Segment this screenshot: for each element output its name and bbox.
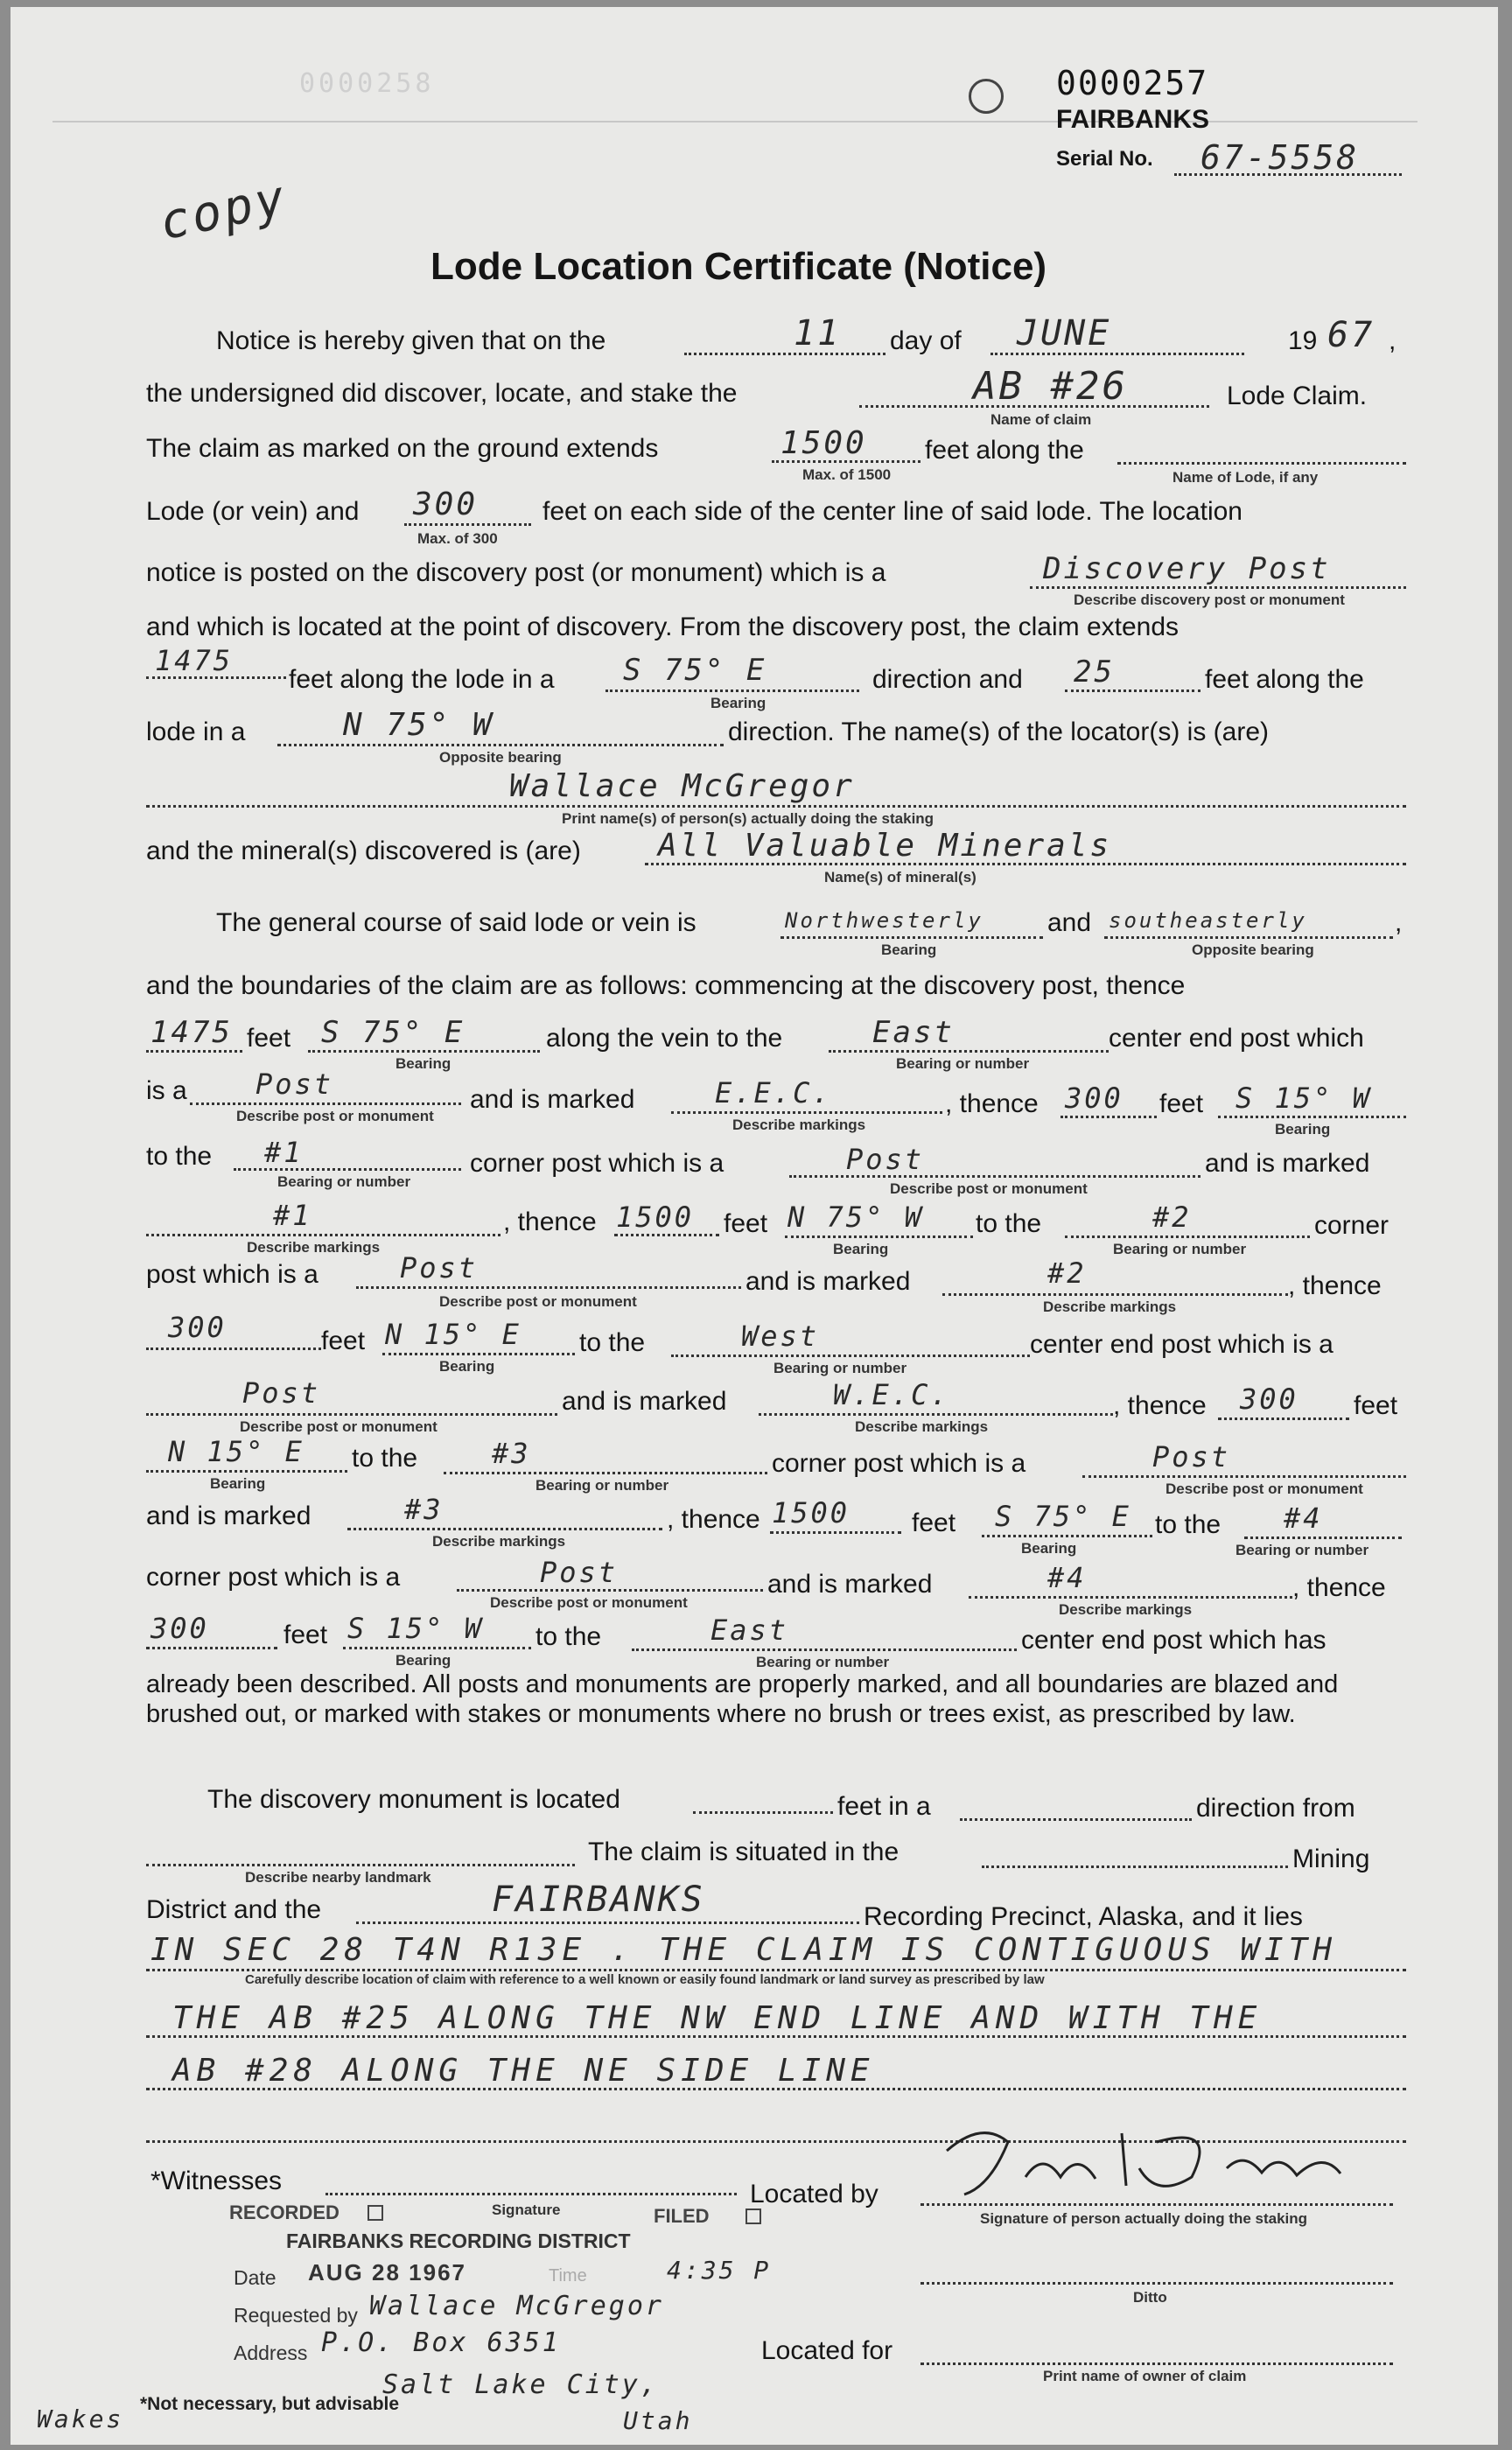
located-by-label: Located by — [750, 2180, 878, 2208]
blank-field-line — [146, 1969, 1406, 1971]
bounds-text: feet — [912, 1508, 956, 1537]
extent-2: 25 — [1074, 654, 1115, 690]
caption: Print name(s) of person(s) actually doing the staking — [562, 810, 934, 827]
blank-field-line — [982, 1866, 1288, 1868]
course-bearing: S 75° E — [321, 1015, 466, 1050]
caption: Name of claim — [990, 411, 1092, 428]
ghost-stamp: 0000258 — [299, 68, 435, 99]
blank-field-line — [780, 936, 1043, 939]
margin-note: Wakes — [37, 2404, 124, 2433]
course-bearing: N 15° E — [385, 1318, 522, 1351]
caption: Print name of owner of claim — [1043, 2368, 1247, 2384]
course-distance: 300 — [168, 1311, 227, 1344]
course-text: The general course of said lode or vein is — [216, 908, 696, 937]
recording-district: FAIRBANKS RECORDING DISTRICT — [286, 2230, 631, 2252]
time-label: Time — [549, 2266, 587, 2286]
caption: Bearing or number — [756, 1654, 890, 1670]
blank-field-line — [1060, 1116, 1157, 1118]
blank-field-line — [920, 2203, 1393, 2206]
post-type: Post — [1152, 1440, 1231, 1474]
blank-field-line — [1174, 173, 1402, 176]
blank-field-line — [146, 1348, 321, 1350]
bounds-text: and is marked — [562, 1387, 727, 1416]
end-post-west: West — [741, 1320, 820, 1353]
caption: Bearing or number — [1113, 1241, 1247, 1257]
certificate-page — [10, 7, 1498, 2445]
notice-text: The claim as marked on the ground extends — [146, 434, 659, 463]
bounds-text: feet — [321, 1326, 366, 1355]
notice-text: feet along the lode in a — [289, 665, 555, 694]
notice-text: feet along the — [1205, 665, 1364, 694]
address-line-2: Salt Lake City, — [382, 2370, 659, 2400]
requested-by: Wallace McGregor — [369, 2291, 664, 2321]
blank-field-line — [382, 1353, 575, 1355]
blank-field-line — [457, 1589, 763, 1592]
recorded-checkbox — [368, 2205, 383, 2221]
blank-field-line — [614, 1234, 719, 1236]
blank-field-line — [347, 1528, 662, 1530]
post-marking: #1 — [273, 1199, 312, 1232]
caption: Max. of 300 — [417, 530, 498, 547]
bounds-text: center end post which — [1109, 1024, 1364, 1053]
blank-field-line — [606, 690, 859, 692]
blank-field-line — [146, 1413, 557, 1416]
blank-field-line — [969, 1596, 1292, 1599]
blank-field-line — [1030, 586, 1406, 589]
caption: Describe post or monument — [490, 1594, 688, 1611]
course-text: , — [1395, 908, 1403, 937]
corner-number: #4 — [1284, 1502, 1323, 1535]
blank-field-line — [1117, 462, 1406, 465]
caption: Describe markings — [247, 1239, 381, 1256]
caption: Bearing or number — [536, 1477, 669, 1494]
locator-name: Wallace McGregor — [509, 768, 855, 804]
claim-location-line-3: AB #28 ALONG THE NE SIDE LINE — [172, 2053, 875, 2089]
caption: Describe markings — [1043, 1298, 1177, 1315]
bounds-text: corner post which is a — [772, 1449, 1026, 1478]
address-line-1: P.O. Box 6351 — [321, 2328, 561, 2358]
requested-by-label: Requested by — [234, 2304, 358, 2327]
caption: Carefully describe location of claim with reference to a well known or easily found landmark or land survey as prescribed by law — [245, 1972, 1045, 1987]
course-bearing: S 15° W — [347, 1612, 484, 1645]
blank-field-line — [146, 805, 1406, 808]
blank-field-line — [1065, 1236, 1310, 1238]
bounds-text: feet — [1354, 1391, 1398, 1420]
address-label: Address — [234, 2342, 308, 2364]
page-title: Lode Location Certificate (Notice) — [430, 245, 1047, 288]
bounds-text: is a — [146, 1076, 187, 1105]
caption: Describe markings — [1059, 1601, 1193, 1618]
notice-text: Notice is hereby given that on the — [216, 326, 606, 355]
notice-text: Lode Claim. — [1227, 382, 1368, 410]
blank-field-line — [942, 1293, 1288, 1296]
blank-field-line — [1065, 690, 1200, 692]
course-distance: 1475 — [150, 1015, 233, 1050]
post-type: Post — [540, 1556, 619, 1589]
post-type: Post — [256, 1068, 334, 1101]
blank-field-line — [632, 1648, 1017, 1651]
post-type: Post — [242, 1376, 321, 1410]
blank-field-line — [785, 1236, 973, 1238]
location-text: District and the — [146, 1895, 322, 1924]
recording-precinct: FAIRBANKS — [492, 1880, 705, 1920]
bounds-text: , thence — [945, 1089, 1039, 1118]
corner-number: #3 — [492, 1437, 531, 1470]
caption: Name(s) of mineral(s) — [824, 869, 976, 886]
notice-text: 19 — [1288, 326, 1318, 355]
blank-field-line — [1218, 1418, 1349, 1420]
caption: Bearing — [710, 695, 766, 711]
month-field: JUNE — [1017, 313, 1112, 354]
locator-signature — [929, 2116, 1384, 2203]
blank-field-line — [146, 1234, 500, 1236]
course-distance: 300 — [1240, 1382, 1298, 1416]
width-field: 300 — [413, 486, 479, 522]
caption: Bearing — [396, 1055, 452, 1072]
blank-field-line — [759, 1413, 1113, 1416]
course-text: and the boundaries of the claim are as follows: commencing at the discovery post, thence — [146, 971, 1186, 1000]
course-text: and — [1047, 908, 1092, 937]
course-bearing: N 15° E — [168, 1435, 304, 1468]
blank-field-line — [1218, 1116, 1406, 1118]
caption: Ditto — [1133, 2289, 1167, 2306]
notice-text: feet along the — [925, 436, 1084, 465]
caption: Opposite bearing — [439, 749, 562, 766]
district-stamp: FAIRBANKS — [1056, 105, 1210, 134]
caption: Describe markings — [855, 1418, 989, 1435]
caption: Describe post or monument — [240, 1418, 438, 1435]
bounds-text: feet — [724, 1209, 768, 1238]
blank-field-line — [960, 1818, 1192, 1821]
caption: Bearing — [396, 1652, 452, 1669]
bounds-text: center end post which is a — [1030, 1330, 1334, 1359]
copy-note: copy — [154, 169, 293, 252]
length-field: 1500 — [780, 425, 867, 461]
caption: Describe markings — [732, 1116, 866, 1133]
blank-field-line — [356, 1922, 859, 1924]
claim-name: AB #26 — [973, 364, 1128, 409]
caption: Bearing — [1021, 1540, 1077, 1557]
caption: Describe post or monument — [1166, 1480, 1363, 1497]
post-marking: W.E.C. — [833, 1378, 950, 1411]
location-text: direction from — [1196, 1794, 1355, 1823]
blank-field-line — [277, 744, 724, 746]
bounds-text: and is marked — [1205, 1149, 1370, 1178]
bounds-text: , thence — [667, 1505, 760, 1534]
notice-text: and which is located at the point of discovery. From the discovery post, the claim extends — [146, 612, 1180, 641]
extent-1: 1475 — [155, 644, 234, 677]
address-line-3: Utah — [623, 2406, 693, 2435]
course-direction-1: Northwesterly — [785, 908, 984, 933]
caption: Describe nearby landmark — [245, 1869, 431, 1886]
minerals-field: All Valuable Minerals — [658, 828, 1112, 864]
date-label: Date — [234, 2266, 276, 2289]
location-text: The discovery monument is located — [207, 1785, 620, 1814]
bounds-text: to the — [579, 1328, 646, 1357]
bounds-text: feet — [1159, 1089, 1204, 1118]
blank-field-line — [684, 353, 886, 355]
corner-number: #2 — [1152, 1200, 1192, 1234]
course-distance: 1500 — [616, 1200, 695, 1234]
filed-checkbox — [746, 2208, 761, 2224]
caption: Bearing or number — [277, 1173, 411, 1190]
serial-stamp: 0000257 — [1056, 64, 1209, 102]
blank-field-line — [1082, 1475, 1406, 1478]
divider — [52, 121, 1418, 130]
caption: Bearing — [833, 1241, 889, 1257]
bounds-text: , thence — [1113, 1391, 1207, 1420]
post-type: Post — [400, 1251, 479, 1284]
blank-field-line — [146, 1864, 575, 1866]
notice-text: the undersigned did discover, locate, and stake the — [146, 379, 738, 408]
blank-field-line — [920, 2282, 1393, 2285]
bounds-text: to the — [1155, 1510, 1222, 1539]
bounds-text: , thence — [1288, 1271, 1382, 1300]
claim-location-line-2: THE AB #25 ALONG THE NW END LINE AND WITH THE — [172, 2000, 1263, 2036]
blank-field-line — [982, 1535, 1152, 1537]
course-bearing: N 75° W — [788, 1200, 924, 1234]
caption: Describe markings — [432, 1533, 566, 1550]
notice-text: day of — [890, 326, 962, 355]
bounds-text: , thence — [1292, 1573, 1386, 1602]
caption: Bearing — [210, 1475, 266, 1492]
blank-field-line — [693, 1811, 833, 1814]
post-marking: E.E.C. — [715, 1076, 832, 1110]
bounds-text: to the — [536, 1622, 602, 1651]
bounds-text: feet — [284, 1620, 328, 1649]
serial-number: 67-5558 — [1200, 138, 1360, 177]
post-marking: #2 — [1047, 1256, 1087, 1290]
caption: Bearing or number — [1236, 1542, 1369, 1558]
bounds-text: along the vein to the — [546, 1024, 783, 1053]
blank-field-line — [326, 2193, 737, 2195]
blank-field-line — [343, 1647, 531, 1649]
notice-text: notice is posted on the discovery post (or monument) which is a — [146, 558, 886, 587]
blank-field-line — [671, 1354, 1030, 1357]
bounds-text: corner — [1314, 1211, 1390, 1240]
bounds-text: and is marked — [746, 1267, 911, 1296]
notice-text: direction and — [872, 665, 1023, 694]
course-distance: 300 — [1065, 1082, 1124, 1115]
blank-field-line — [146, 1647, 277, 1649]
blank-field-line — [1244, 1536, 1402, 1539]
course-distance: 300 — [150, 1612, 209, 1645]
bounds-text: and is marked — [146, 1502, 312, 1530]
bounds-text: post which is a — [146, 1260, 318, 1289]
blank-field-line — [146, 1470, 347, 1473]
notice-text: feet on each side of the center line of said lode. The location — [542, 497, 1242, 526]
post-marking: #4 — [1047, 1561, 1087, 1594]
bounds-text: feet — [247, 1024, 291, 1053]
discovery-post: Discovery Post — [1043, 551, 1331, 586]
notice-text: Lode (or vein) and — [146, 497, 360, 526]
punch-hole — [969, 79, 1004, 114]
caption: Bearing or number — [774, 1360, 907, 1376]
bounds-text: center end post which has — [1021, 1626, 1326, 1655]
end-post-east: East — [710, 1614, 789, 1647]
caption: Describe discovery post or monument — [1074, 592, 1345, 608]
bearing-1: S 75° E — [623, 653, 767, 688]
blank-field-line — [829, 1050, 1109, 1053]
caption: Describe post or monument — [439, 1293, 637, 1310]
notice-text: and the mineral(s) discovered is (are) — [146, 836, 581, 865]
location-text: Mining — [1292, 1844, 1370, 1873]
blank-field-line — [308, 1050, 540, 1053]
blank-field-line — [1104, 936, 1393, 939]
course-bearing: S 75° E — [995, 1500, 1131, 1533]
caption: Max. of 1500 — [802, 466, 892, 483]
post-marking: #3 — [404, 1493, 444, 1526]
location-text: Recording Precinct, Alaska, and it lies — [864, 1902, 1303, 1931]
course-direction-2: southeasterly — [1109, 908, 1307, 933]
year-field: 67 — [1327, 315, 1376, 355]
caption: Describe post or monument — [236, 1108, 434, 1124]
caption: Name of Lode, if any — [1172, 469, 1319, 486]
caption: Signature — [492, 2202, 561, 2218]
location-text: feet in a — [837, 1792, 931, 1821]
course-distance: 1500 — [772, 1496, 850, 1530]
bounds-text: and is marked — [767, 1570, 933, 1599]
bounds-text: to the — [352, 1444, 418, 1473]
bounds-text: to the — [976, 1209, 1042, 1238]
location-text: The claim is situated in the — [588, 1838, 900, 1866]
blank-field-line — [356, 1286, 741, 1289]
caption: Opposite bearing — [1192, 942, 1314, 958]
serial-label: Serial No. — [1056, 147, 1153, 171]
bounds-text: corner post which is a — [146, 1563, 401, 1592]
caption: Bearing — [439, 1358, 495, 1375]
bounds-text: and is marked — [470, 1085, 635, 1114]
blank-field-line — [920, 2362, 1393, 2365]
closing-paragraph: already been described. All posts and monuments are properly marked, and all boundaries are blazed and brushed out, or marked with stakes or monuments where no brush or trees exist, as prescribed by law. — [146, 1670, 1339, 1728]
caption: Signature of person actually doing the staking — [980, 2210, 1308, 2227]
post-type: Post — [846, 1143, 925, 1176]
recorded-stamp: RECORDED — [229, 2202, 340, 2223]
caption: Bearing — [881, 942, 937, 958]
bounds-text: , thence — [503, 1208, 597, 1236]
blank-field-line — [146, 1050, 242, 1053]
recorded-date: AUG 28 1967 — [308, 2259, 466, 2286]
end-post-east: East — [872, 1015, 955, 1050]
recorded-time: 4:35 P — [667, 2256, 772, 2285]
bounds-text: corner post which is a — [470, 1149, 724, 1178]
corner-number: #1 — [264, 1136, 304, 1169]
blank-field-line — [444, 1472, 767, 1474]
course-bearing: S 15° W — [1236, 1082, 1372, 1115]
witnesses-label: *Witnesses — [150, 2166, 283, 2195]
blank-field-line — [770, 1531, 901, 1534]
caption: Describe post or monument — [890, 1180, 1088, 1197]
filed-stamp: FILED — [654, 2205, 710, 2227]
bearing-2: N 75° W — [343, 707, 494, 743]
located-for-label: Located for — [761, 2336, 893, 2365]
blank-field-line — [190, 1102, 461, 1105]
claim-location-line-1: IN SEC 28 T4N R13E . THE CLAIM IS CONTIGUOUS WITH — [150, 1932, 1338, 1968]
notice-text: , — [1389, 326, 1396, 355]
bounds-text: to the — [146, 1142, 213, 1171]
caption: Bearing or number — [896, 1055, 1030, 1072]
day-field: 11 — [794, 313, 842, 354]
notice-text: lode in a — [146, 718, 246, 746]
footnote: *Not necessary, but advisable — [140, 2394, 400, 2414]
blank-field-line — [671, 1111, 942, 1114]
blank-field-line — [404, 523, 531, 526]
notice-text: direction. The name(s) of the locator(s) is (are) — [728, 718, 1270, 746]
caption: Bearing — [1275, 1121, 1331, 1138]
